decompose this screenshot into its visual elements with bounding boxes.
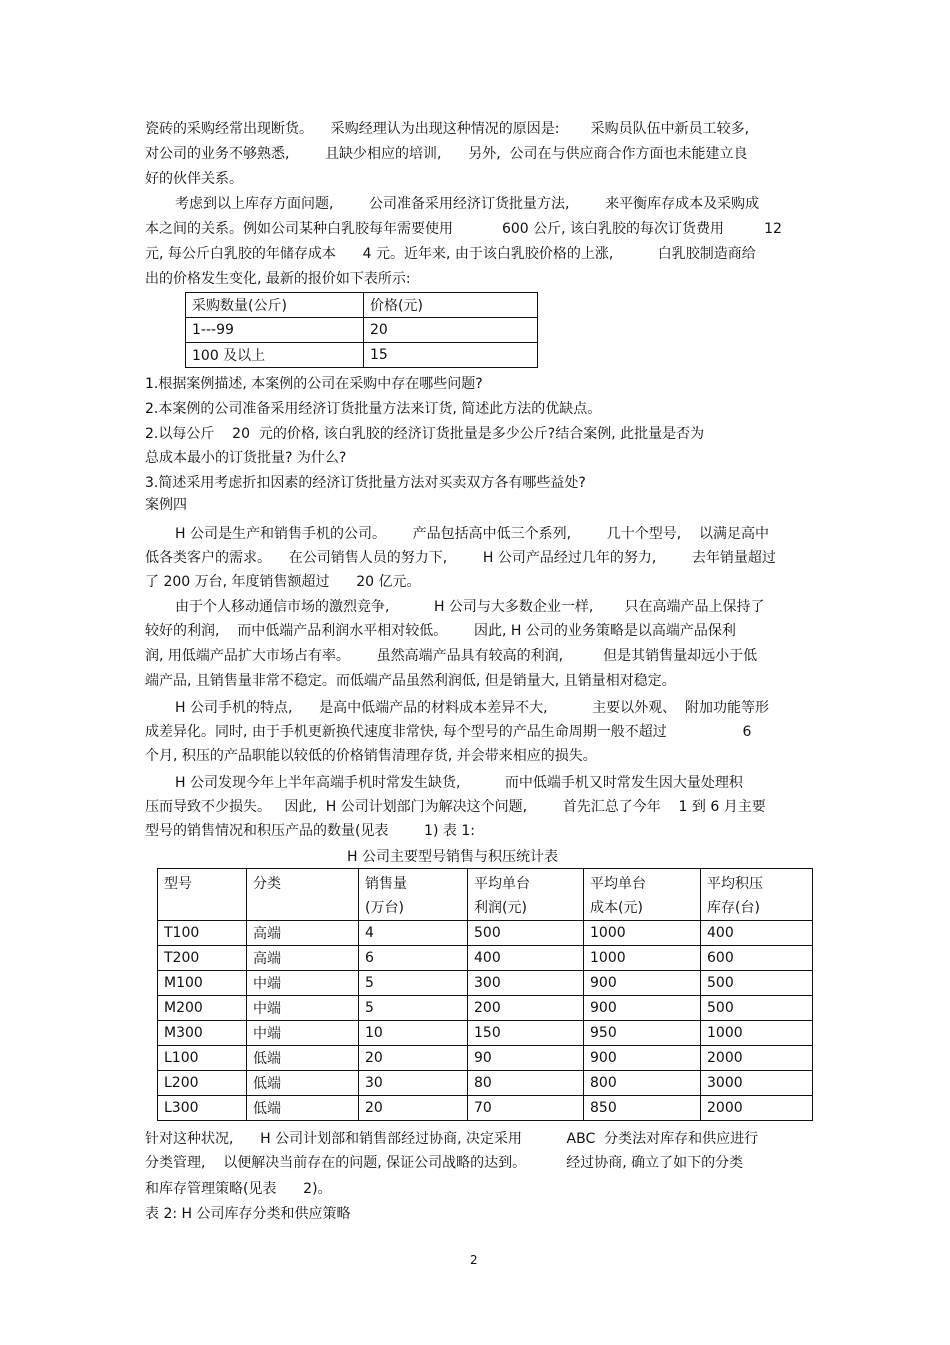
- body-text-line: 低各类客户的需求。 在公司销售人员的努力下, H 公司产品经过几年的努力, 去年销量超过: [145, 550, 776, 566]
- table-cell: T100: [158, 921, 247, 946]
- table-cell: 950: [584, 1021, 701, 1046]
- table-cell: 1---99: [186, 318, 364, 343]
- body-text-line: 元, 每公斤白乳胶的年储存成本 4 元。近年来, 由于该白乳胶价格的上涨, 白乳胶制造商给: [145, 246, 756, 262]
- table-cell: 20: [364, 318, 538, 343]
- table-row: [186, 293, 538, 318]
- table-cell: 10: [359, 1021, 468, 1046]
- table-cell: 中端: [247, 996, 359, 1021]
- body-text-line: 型号的销售情况和积压产品的数量(见表 1) 表 1:: [145, 823, 475, 839]
- table-cell: 900: [584, 1046, 701, 1071]
- table-row: [158, 971, 813, 996]
- body-text-line: 个月, 积压的产品职能以较低的价格销售清理存货, 并会带来相应的损失。: [145, 748, 597, 764]
- table-caption: 表 2: H 公司库存分类和供应策略: [145, 1206, 351, 1222]
- header-line: 平均积压: [707, 876, 763, 892]
- page-number: 2: [470, 1253, 478, 1267]
- table-caption: H 公司主要型号销售与积压统计表: [347, 849, 558, 865]
- body-text-line: 瓷砖的采购经常出现断货。 采购经理认为出现这种情况的原因是: 采购员队伍中新员工较多,: [145, 121, 750, 137]
- body-text-line: 和库存管理策略(见表 2)。: [145, 1181, 332, 1197]
- table-cell: M200: [158, 996, 247, 1021]
- body-text-line: 端产品, 且销售量非常不稳定。而低端产品虽然利润低, 但是销量大, 且销量相对稳定。: [145, 673, 676, 689]
- table-cell: 80: [468, 1071, 584, 1096]
- body-text-line: 了 200 万台, 年度销售额超过 20 亿元。: [145, 574, 421, 590]
- body-text-line: H 公司是生产和销售手机的公司。 产品包括高中低三个系列, 几十个型号, 以满足高中: [175, 526, 769, 542]
- header-line: 平均单台: [474, 876, 530, 892]
- section-heading: 案例四: [145, 497, 187, 513]
- question-line: 总成本最小的订货批量? 为什么?: [145, 450, 347, 466]
- body-text-line: 本之间的关系。例如公司某种白乳胶每年需要使用 600 公斤, 该白乳胶的每次订货费用 12: [145, 221, 782, 237]
- table-cell: 500: [701, 971, 813, 996]
- header-line: 利润(元): [474, 900, 527, 916]
- table-header-cell: 价格(元): [364, 293, 538, 318]
- body-text-line: 对公司的业务不够熟悉, 且缺少相应的培训, 另外, 公司在与供应商合作方面也未能建立良: [145, 146, 748, 162]
- table-cell: 4: [359, 921, 468, 946]
- table-cell: 900: [584, 971, 701, 996]
- table-cell: 500: [468, 921, 584, 946]
- table-cell: 200: [468, 996, 584, 1021]
- table-header-cell: [701, 869, 813, 921]
- table-cell: 600: [701, 946, 813, 971]
- table-cell: 中端: [247, 1021, 359, 1046]
- table-header-cell: [468, 869, 584, 921]
- table-cell: 90: [468, 1046, 584, 1071]
- table-header-cell: [359, 869, 468, 921]
- table-row: [158, 1096, 813, 1121]
- table-cell: 6: [359, 946, 468, 971]
- table-cell: 20: [359, 1096, 468, 1121]
- body-text-line: 压而导致不少损失。 因此, H 公司计划部门为解决这个问题, 首先汇总了今年 1 到 6 月主要: [145, 799, 766, 815]
- body-text-line: 成差异化。同时, 由于手机更新换代速度非常快, 每个型号的产品生命周期一般不超过 6: [145, 724, 752, 740]
- table-cell: 70: [468, 1096, 584, 1121]
- table-cell: 800: [584, 1071, 701, 1096]
- table-cell: 900: [584, 996, 701, 1021]
- table-cell: L200: [158, 1071, 247, 1096]
- table-cell: 高端: [247, 921, 359, 946]
- table-cell: 15: [364, 343, 538, 368]
- table-cell: 1000: [584, 921, 701, 946]
- sales-table: [157, 868, 813, 1121]
- table-cell: 低端: [247, 1046, 359, 1071]
- table-row: [158, 921, 813, 946]
- table-cell: 1000: [584, 946, 701, 971]
- table-cell: 中端: [247, 971, 359, 996]
- table-header-cell: 采购数量(公斤): [186, 293, 364, 318]
- header-line: 成本(元): [590, 900, 643, 916]
- question-line: 1.根据案例描述, 本案例的公司在采购中存在哪些问题?: [145, 376, 483, 392]
- table-header-row: [158, 869, 813, 921]
- table-cell: 高端: [247, 946, 359, 971]
- header-line: 平均单台: [590, 876, 646, 892]
- table-cell: M300: [158, 1021, 247, 1046]
- table-cell: 400: [468, 946, 584, 971]
- body-text-line: 考虑到以上库存方面问题, 公司准备采用经济订货批量方法, 来平衡库存成本及采购成: [175, 196, 760, 212]
- table-row: [158, 1021, 813, 1046]
- table-row: [158, 996, 813, 1021]
- table-cell: 30: [359, 1071, 468, 1096]
- header-line: 型号: [164, 876, 192, 892]
- question-line: 2.以每公斤 20 元的价格, 该白乳胶的经济订货批量是多少公斤?结合案例, 此批量是否为: [145, 426, 705, 442]
- table-row: [158, 1046, 813, 1071]
- body-text-line: 出的价格发生变化, 最新的报价如下表所示:: [145, 271, 411, 287]
- table-cell: 5: [359, 996, 468, 1021]
- body-text-line: H 公司发现今年上半年高端手机时常发生缺货, 而中低端手机又时常发生因大量处理积: [175, 775, 743, 791]
- body-text-line: 较好的利润, 而中低端产品利润水平相对较低。 因此, H 公司的业务策略是以高端产品保利: [145, 623, 736, 639]
- body-text-line: 针对这种状况, H 公司计划部和销售部经过协商, 决定采用 ABC 分类法对库存和供应进行: [145, 1131, 759, 1147]
- table-cell: 低端: [247, 1096, 359, 1121]
- question-line: 2.本案例的公司准备采用经济订货批量方法来订货, 简述此方法的优缺点。: [145, 401, 602, 417]
- table-cell: 100 及以上: [186, 343, 364, 368]
- table-cell: 400: [701, 921, 813, 946]
- question-line: 3.简述采用考虑折扣因素的经济订货批量方法对买卖双方各有哪些益处?: [145, 475, 586, 491]
- table-cell: 2000: [701, 1046, 813, 1071]
- body-text-line: 润, 用低端产品扩大市场占有率。 虽然高端产品具有较高的利润, 但是其销售量却远小于低: [145, 648, 758, 664]
- header-line: 库存(台): [707, 900, 760, 916]
- table-cell: 500: [701, 996, 813, 1021]
- table-cell: 3000: [701, 1071, 813, 1096]
- header-line: 销售量: [365, 876, 407, 892]
- table-cell: 20: [359, 1046, 468, 1071]
- table-cell: 150: [468, 1021, 584, 1046]
- table-row: [158, 1071, 813, 1096]
- table-cell: 2000: [701, 1096, 813, 1121]
- table-header-cell: [247, 869, 359, 921]
- table-header-cell: [584, 869, 701, 921]
- header-line: 分类: [253, 876, 281, 892]
- body-text-line: 好的伙伴关系。: [145, 171, 243, 187]
- table-cell: T200: [158, 946, 247, 971]
- body-text-line: 由于个人移动通信市场的激烈竞争, H 公司与大多数企业一样, 只在高端产品上保持了: [175, 599, 765, 615]
- table-cell: L300: [158, 1096, 247, 1121]
- table-cell: L100: [158, 1046, 247, 1071]
- price-table: [185, 292, 538, 368]
- header-line: (万台): [365, 900, 404, 916]
- table-cell: 5: [359, 971, 468, 996]
- table-cell: 低端: [247, 1071, 359, 1096]
- table-row: [186, 318, 538, 343]
- table-row: [158, 946, 813, 971]
- body-text-line: 分类管理, 以便解决当前存在的问题, 保证公司战略的达到。 经过协商, 确立了如下的分类: [145, 1155, 744, 1171]
- table-header-cell: [158, 869, 247, 921]
- table-cell: 1000: [701, 1021, 813, 1046]
- table-cell: 850: [584, 1096, 701, 1121]
- table-cell: M100: [158, 971, 247, 996]
- body-text-line: H 公司手机的特点, 是高中低端产品的材料成本差异不大, 主要以外观、 附加功能等形: [175, 700, 769, 716]
- table-cell: 300: [468, 971, 584, 996]
- table-row: [186, 343, 538, 368]
